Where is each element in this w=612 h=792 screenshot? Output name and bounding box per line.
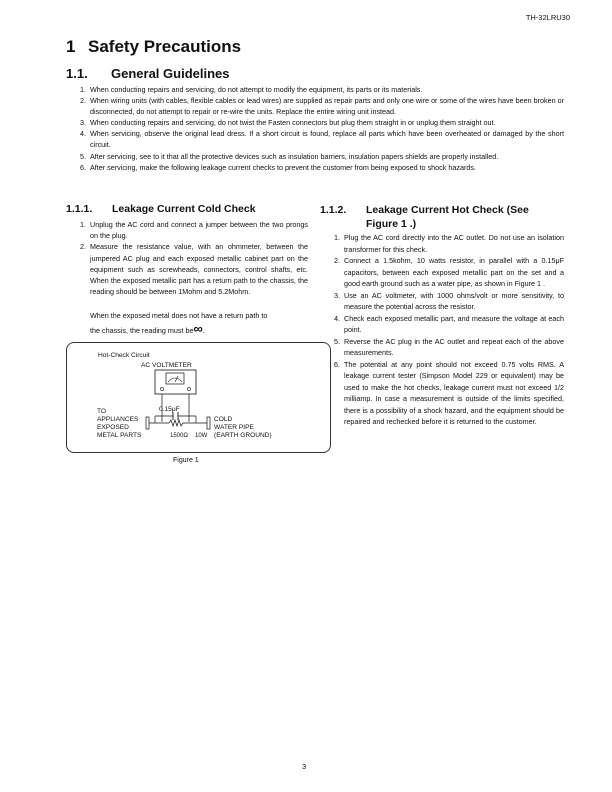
right-label-water-pipe: WATER PIPE xyxy=(214,424,254,431)
list-item-number: 2. xyxy=(80,96,86,106)
hot-check-list xyxy=(334,232,564,428)
cold-check-note xyxy=(90,309,308,338)
voltmeter-terminal-right xyxy=(187,387,190,390)
cold-check-list xyxy=(80,219,308,297)
figure-caption: Figure 1 xyxy=(173,457,199,464)
hot-check-title-line-1: Leakage Current Hot Check (See xyxy=(366,204,529,216)
voltmeter-dial-icon xyxy=(166,373,184,384)
list-item xyxy=(80,117,564,128)
list-item xyxy=(334,359,564,428)
infinity-symbol: ∞ xyxy=(193,320,203,336)
list-item-number: 4. xyxy=(80,129,86,139)
list-item xyxy=(334,232,564,255)
left-label-to: TO xyxy=(97,408,107,415)
section-number: 1 xyxy=(66,37,76,56)
list-item xyxy=(334,255,564,290)
list-item xyxy=(334,313,564,336)
general-guidelines-list xyxy=(80,84,564,173)
list-item xyxy=(80,162,564,173)
list-item-number: 1. xyxy=(80,220,86,229)
list-item xyxy=(80,219,308,241)
list-item-text: The potential at any point should not exceed 0.75 volts RMS. A leakage current tester (Simpson Model 229 or equivalent) may be used to make the hot checks, leakage current must not exceed 1/2 milliamp. In case a measurement is outside of the limits specified, there is a possibility of a shock hazard, and the equipment should be repaired and rechecked before it is returned to the customer. xyxy=(344,359,564,426)
hot-check-circuit-figure xyxy=(66,342,331,453)
list-item-number: 6. xyxy=(80,162,86,172)
list-item-text: When wiring units (with cables, flexible cables or lead wires) are supplied as repair parts and only one wire or some of the wires have been broken or disconnected, do not attempt to repair or re-wire the units. Replace the entire wiring unit instead. xyxy=(90,96,564,117)
section-title: Safety Precautions xyxy=(88,37,242,56)
list-item-number: 6. xyxy=(334,359,340,369)
voltmeter-label: AC VOLTMETER xyxy=(141,362,192,369)
list-item-number: 3. xyxy=(334,290,340,300)
list-item-number: 2. xyxy=(80,242,86,252)
hot-check-number: 1.1.2. xyxy=(320,204,347,216)
figure-title: Hot-Check Circuit xyxy=(98,352,150,359)
note-line-1: When the exposed metal does not have a return path to xyxy=(90,311,268,320)
cold-check-number: 1.1.1. xyxy=(66,203,93,215)
list-item-text: When conducting repairs and servicing, do not attempt to modify the equipment, its parts or its materials. xyxy=(90,85,423,94)
list-item-number: 5. xyxy=(80,151,86,161)
list-item xyxy=(334,336,564,359)
left-label-exposed: EXPOSED xyxy=(97,424,129,431)
voltmeter-needle xyxy=(175,376,178,382)
list-item-text: Reverse the AC plug in the AC outlet and repeat each of the above measurements. xyxy=(344,336,564,357)
resistor-value-label: 1500Ω xyxy=(170,433,188,439)
circuit-diagram xyxy=(67,343,330,452)
list-item xyxy=(80,151,564,162)
probe-clamp-left xyxy=(146,417,149,429)
list-item-number: 4. xyxy=(334,313,340,323)
list-item-number: 2. xyxy=(334,256,340,265)
subsection-title: General Guidelines xyxy=(111,66,230,81)
list-item-text: After servicing, make the following leakage current checks to prevent the customer from being exposed to shock hazards. xyxy=(90,162,476,172)
voltmeter-terminal-left xyxy=(160,387,163,390)
section-heading xyxy=(66,37,241,57)
list-item-number: 1. xyxy=(80,85,86,94)
right-label-earth-ground: (EARTH GROUND) xyxy=(214,432,272,439)
document-model-number: TH-32LRU30 xyxy=(525,13,570,22)
cold-check-heading xyxy=(66,203,256,215)
list-item xyxy=(80,95,564,117)
list-item-text: Check each exposed metallic part, and measure the voltage at each point. xyxy=(344,313,564,334)
list-item-number: 5. xyxy=(334,336,340,346)
list-item xyxy=(80,241,308,297)
right-label-cold: COLD xyxy=(214,416,233,423)
list-item-text: Measure the resistance value, with an ohmmeter, between the jumpered AC plug and each exposed metallic cabinet part on the equipment such as screwheads, connectors, control shafts, etc. When the exposed metallic part has a return path to the chassis, the reading should be between 1Mohm and 5.2Mohm. xyxy=(90,242,308,297)
hot-check-heading xyxy=(320,203,570,231)
list-item-text: Connect a 1.5kohm, 10 watts resistor, in parallel with a 0.15μF capacitors, between each exposed metallic part on the set and a good earth ground such as a water pipe, as shown in Figure 1 . xyxy=(344,256,564,288)
left-label-metal-parts: METAL PARTS xyxy=(97,432,142,439)
capacitor-label: 0.15μF xyxy=(159,406,180,413)
resistor-watt-label: 10W xyxy=(195,433,208,439)
list-item-number: 3. xyxy=(80,118,86,128)
list-item-text: Plug the AC cord directly into the AC outlet. Do not use an isolation transformer for this check. xyxy=(344,233,564,254)
cold-check-title: Leakage Current Cold Check xyxy=(112,203,256,215)
list-item-text: Unplug the AC cord and connect a jumper between the two prongs on the plug. xyxy=(90,220,308,241)
hot-check-title-line-2: Figure 1 .) xyxy=(366,218,417,230)
list-item-text: When conducting repairs and servicing, do not twist the Fasten connectors but plug them straight in or unplug them straight out. xyxy=(90,118,496,128)
left-label-appliances: APPLIANCES xyxy=(97,416,139,423)
list-item-number: 1. xyxy=(334,233,340,242)
list-item-text: When servicing, observe the original lead dress. If a short circuit is found, replace all parts which have been overheated or damaged by the short circuit. xyxy=(90,129,564,150)
subsection-heading xyxy=(66,66,230,81)
page-number: 3 xyxy=(302,762,307,771)
list-item xyxy=(80,84,564,95)
list-item-text: After servicing, see to it that all the protective devices such as insulation barriers, insulation papers shields are properly installed. xyxy=(90,151,499,161)
list-item xyxy=(80,128,564,150)
list-item-text: Use an AC voltmeter, with 1000 ohms/volt or more sensitivity, to measure the potential across the resistor. xyxy=(344,290,564,311)
probe-clamp-right xyxy=(207,417,210,429)
resistor-symbol xyxy=(169,420,183,426)
list-item xyxy=(334,290,564,313)
subsection-number: 1.1. xyxy=(66,66,88,81)
note-line-2: the chassis, the reading must be∞. xyxy=(90,320,205,336)
